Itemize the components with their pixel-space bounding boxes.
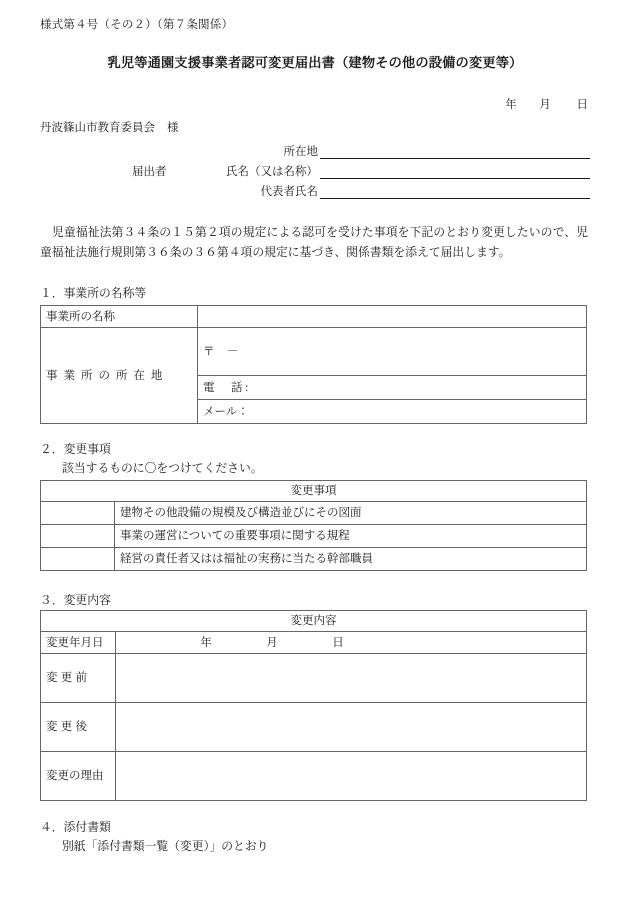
- addressee-name: 丹波篠山市教育委員会: [40, 122, 155, 134]
- submitter-name-field[interactable]: [320, 164, 590, 179]
- change-reason-label: 変更の理由: [41, 752, 116, 801]
- submitter-block: [132, 139, 590, 199]
- change-date-value[interactable]: [116, 632, 587, 654]
- change-before-value[interactable]: [116, 654, 587, 703]
- table-row: [41, 632, 587, 654]
- change-item-mark-2[interactable]: [41, 548, 115, 571]
- submitter-representative-row: [200, 179, 590, 199]
- table-row: [41, 703, 587, 752]
- date-year-label: 年: [505, 99, 517, 111]
- form-number: 様式第４号（その２）（第７条関係）: [40, 19, 234, 31]
- submitter-address-row: [200, 139, 590, 159]
- table-row: [41, 525, 587, 548]
- table-row: [41, 306, 587, 328]
- office-info-table: [40, 305, 587, 424]
- office-zip-address-value[interactable]: [198, 328, 587, 376]
- table-row: [41, 654, 587, 703]
- change-date-month-label: 月: [266, 636, 278, 649]
- table-row: [41, 548, 587, 571]
- date-day-label: 日: [576, 99, 588, 111]
- office-tel-label: 電 話:: [203, 381, 251, 394]
- section-4-heading: ４．添付書類: [40, 820, 111, 834]
- office-mail-cell[interactable]: [198, 400, 587, 424]
- submitter-address-label: 所在地: [283, 146, 318, 158]
- table-row: [41, 611, 587, 632]
- addressee-honorific: 様: [167, 122, 179, 134]
- submitter-representative-label: 代表者氏名: [260, 186, 318, 198]
- change-items-table: [40, 480, 587, 571]
- office-name-value[interactable]: [198, 306, 587, 328]
- table-row: [41, 752, 587, 801]
- body-paragraph: 児童福祉法第３４条の１５第２項の規定による認可を受けた事項を下記のとおり変更したいので、児童福祉法施行規則第３６条の３６第４項の規定に基づき、関係書類を添えて届出します。: [40, 225, 588, 259]
- change-item-mark-0[interactable]: [41, 502, 115, 525]
- submitter-address-field[interactable]: [320, 144, 590, 159]
- submitter-representative-field[interactable]: [320, 184, 590, 199]
- section-4-note: 別紙「添付書類一覧（変更）」のとおり: [62, 839, 269, 853]
- section-3-heading: ３．変更内容: [40, 593, 111, 607]
- submitter-group-label: 届出者: [132, 166, 167, 178]
- change-item-label-2: 経営の責任者又はは福祉の実務に当たる幹部職員: [115, 548, 587, 571]
- zip-icon: 〒: [203, 345, 216, 358]
- change-after-value[interactable]: [116, 703, 587, 752]
- table-row: [41, 481, 587, 502]
- office-mail-label: メール：: [203, 405, 249, 418]
- change-before-label: 変更前: [41, 654, 116, 703]
- table-row: [41, 328, 587, 376]
- change-item-label-1: 事業の運営についての重要事項に関する規程: [115, 525, 587, 548]
- change-reason-value[interactable]: [116, 752, 587, 801]
- submitter-name-label: [132, 163, 320, 179]
- section-1-heading: １．事業所の名称等: [40, 286, 147, 300]
- change-item-label-0: 建物その他設備の規模及び構造並びにその図面: [115, 502, 587, 525]
- office-tel-cell[interactable]: [198, 376, 587, 400]
- change-items-column-header: 変更事項: [41, 481, 587, 502]
- change-detail-column-header: 変更内容: [41, 611, 587, 632]
- date-month-label: 月: [539, 99, 551, 111]
- change-date-label: 変更年月日: [41, 632, 116, 654]
- zip-dash: －: [226, 345, 239, 358]
- office-name-label: 事業所の名称: [41, 306, 198, 328]
- document-title: 乳児等通園支援事業者認可変更届出書（建物その他の設備の変更等）: [107, 55, 523, 70]
- submitter-name-row: [132, 159, 590, 179]
- office-address-label: 事業所の所在地: [41, 328, 198, 424]
- change-detail-table: [40, 610, 587, 801]
- change-date-year-label: 年: [200, 636, 212, 649]
- submitter-name-label-text: 氏名（又は名称）: [226, 166, 318, 178]
- change-item-mark-1[interactable]: [41, 525, 115, 548]
- section-2-heading: ２．変更事項: [40, 442, 111, 456]
- submission-date-line: [494, 96, 588, 112]
- section-2-instruction: 該当するものに〇をつけてください。: [62, 461, 263, 475]
- change-date-day-label: 日: [332, 636, 344, 649]
- table-row: [41, 502, 587, 525]
- addressee: [40, 119, 179, 135]
- change-after-label: 変更後: [41, 703, 116, 752]
